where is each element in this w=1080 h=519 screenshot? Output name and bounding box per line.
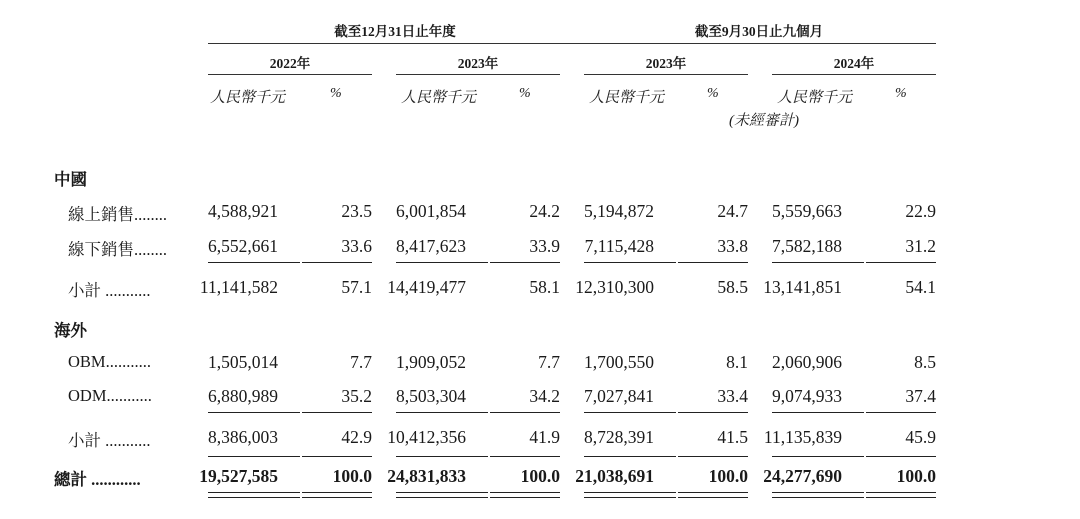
cell-value: 12,310,300 — [575, 277, 654, 297]
subtotal-rule — [208, 412, 300, 413]
cell-value: 8,728,391 — [584, 427, 654, 447]
subtotal-rule — [490, 412, 560, 413]
total-double-rule — [772, 497, 864, 498]
cell-value: 9,074,933 — [772, 386, 842, 406]
total-rule — [866, 456, 936, 457]
total-rule — [302, 456, 372, 457]
cell-value: 6,552,661 — [208, 236, 278, 256]
cell-value: 6,880,989 — [208, 386, 278, 406]
cell-value: 2,060,906 — [772, 352, 842, 372]
cell-value: 24,831,833 — [387, 466, 466, 486]
total-double-rule — [584, 497, 676, 498]
cell-value: 10,412,356 — [387, 427, 466, 447]
subtotal-rule — [678, 412, 748, 413]
subtotal-rule — [772, 262, 864, 263]
subtotal-rule — [772, 412, 864, 413]
pct-header: % — [519, 86, 531, 101]
cell-percent: 33.9 — [529, 236, 560, 256]
row-label-online-sales: 線上銷售........ — [68, 205, 167, 224]
cell-percent: 8.1 — [726, 352, 748, 372]
pct-header: % — [895, 86, 907, 101]
cell-percent: 100.0 — [520, 466, 560, 486]
subtotal-rule — [208, 262, 300, 263]
subtotal-rule — [866, 262, 936, 263]
cell-percent: 7.7 — [538, 352, 560, 372]
cell-value: 7,027,841 — [584, 386, 654, 406]
cell-percent: 24.2 — [529, 201, 560, 221]
unaudited-note: (未經審計) — [729, 113, 799, 129]
cell-percent: 22.9 — [905, 201, 936, 221]
cell-value: 4,588,921 — [208, 201, 278, 221]
total-double-rule — [396, 492, 488, 493]
subtotal-rule — [490, 262, 560, 263]
total-double-rule — [678, 497, 748, 498]
cell-value: 11,141,582 — [199, 277, 278, 297]
cell-value: 7,115,428 — [584, 236, 654, 256]
cell-percent: 33.4 — [717, 386, 748, 406]
total-double-rule — [866, 497, 936, 498]
total-double-rule — [208, 492, 300, 493]
cell-percent: 100.0 — [708, 466, 748, 486]
cell-value: 8,386,003 — [208, 427, 278, 447]
cell-value: 8,417,623 — [396, 236, 466, 256]
cell-percent: 23.5 — [341, 201, 372, 221]
row-label-grand-total: 總計 ............ — [54, 470, 141, 489]
cell-percent: 33.6 — [341, 236, 372, 256]
cell-percent: 34.2 — [529, 386, 560, 406]
cell-percent: 45.9 — [905, 427, 936, 447]
total-double-rule — [772, 492, 864, 493]
unit-header: 人民幣千元 — [210, 90, 286, 106]
total-double-rule — [396, 497, 488, 498]
year-header-2024-9m: 2024年 — [833, 56, 875, 71]
cell-percent: 33.8 — [717, 236, 748, 256]
total-double-rule — [302, 497, 372, 498]
cell-percent: 37.4 — [905, 386, 936, 406]
subtotal-rule — [302, 262, 372, 263]
cell-value: 6,001,854 — [396, 201, 466, 221]
cell-percent: 42.9 — [341, 427, 372, 447]
subtotal-rule — [678, 262, 748, 263]
subtotal-rule — [302, 412, 372, 413]
section-overseas: 海外 — [54, 321, 87, 340]
year-underline — [208, 74, 372, 75]
total-rule — [490, 456, 560, 457]
section-china: 中國 — [54, 170, 87, 189]
total-double-rule — [490, 497, 560, 498]
cell-value: 7,582,188 — [772, 236, 842, 256]
cell-percent: 24.7 — [717, 201, 748, 221]
total-double-rule — [678, 492, 748, 493]
cell-value: 19,527,585 — [199, 466, 278, 486]
total-double-rule — [866, 492, 936, 493]
subtotal-rule — [396, 262, 488, 263]
subtotal-rule — [396, 412, 488, 413]
cell-value: 1,700,550 — [584, 352, 654, 372]
cell-percent: 100.0 — [332, 466, 372, 486]
total-double-rule — [490, 492, 560, 493]
cell-percent: 100.0 — [896, 466, 936, 486]
year-header-2023-fy: 2023年 — [457, 56, 499, 71]
row-label-odm: ODM........... — [68, 386, 152, 405]
cell-percent: 8.5 — [914, 352, 936, 372]
cell-percent: 58.5 — [717, 277, 748, 297]
year-underline — [584, 74, 748, 75]
group-underline-fy — [208, 43, 582, 44]
row-label-subtotal-china: 小計 ........... — [68, 281, 151, 300]
cell-percent: 31.2 — [905, 236, 936, 256]
cell-percent: 35.2 — [341, 386, 372, 406]
cell-value: 13,141,851 — [763, 277, 842, 297]
cell-value: 11,135,839 — [763, 427, 842, 447]
total-rule — [772, 456, 864, 457]
row-label-obm: OBM........... — [68, 352, 151, 371]
cell-percent: 41.9 — [529, 427, 560, 447]
cell-value: 1,505,014 — [208, 352, 278, 372]
pct-header: % — [330, 86, 342, 101]
total-double-rule — [208, 497, 300, 498]
total-rule — [584, 456, 676, 457]
group-underline-9m — [582, 43, 936, 44]
cell-value: 1,909,052 — [396, 352, 466, 372]
row-label-subtotal-overseas: 小計 ........... — [68, 431, 151, 450]
cell-percent: 54.1 — [905, 277, 936, 297]
year-underline — [396, 74, 560, 75]
unit-header: 人民幣千元 — [777, 90, 853, 106]
cell-percent: 57.1 — [341, 277, 372, 297]
cell-value: 21,038,691 — [575, 466, 654, 486]
group-header-fiscal-year: 截至12月31日止年度 — [334, 24, 456, 39]
cell-value: 14,419,477 — [387, 277, 466, 297]
pct-header: % — [707, 86, 719, 101]
subtotal-rule — [584, 262, 676, 263]
year-header-2022: 2022年 — [269, 56, 311, 71]
unit-header: 人民幣千元 — [401, 90, 477, 106]
year-underline — [772, 74, 936, 75]
subtotal-rule — [584, 412, 676, 413]
total-rule — [208, 456, 300, 457]
cell-value: 8,503,304 — [396, 386, 466, 406]
cell-percent: 7.7 — [350, 352, 372, 372]
total-double-rule — [584, 492, 676, 493]
year-header-2023-9m: 2023年 — [645, 56, 687, 71]
cell-percent: 58.1 — [529, 277, 560, 297]
cell-percent: 41.5 — [717, 427, 748, 447]
row-label-offline-sales: 線下銷售........ — [68, 240, 167, 259]
cell-value: 5,194,872 — [584, 201, 654, 221]
group-header-nine-months: 截至9月30日止九個月 — [694, 24, 824, 39]
cell-value: 5,559,663 — [772, 201, 842, 221]
total-rule — [396, 456, 488, 457]
unit-header: 人民幣千元 — [589, 90, 665, 106]
cell-value: 24,277,690 — [763, 466, 842, 486]
total-rule — [678, 456, 748, 457]
total-double-rule — [302, 492, 372, 493]
subtotal-rule — [866, 412, 936, 413]
